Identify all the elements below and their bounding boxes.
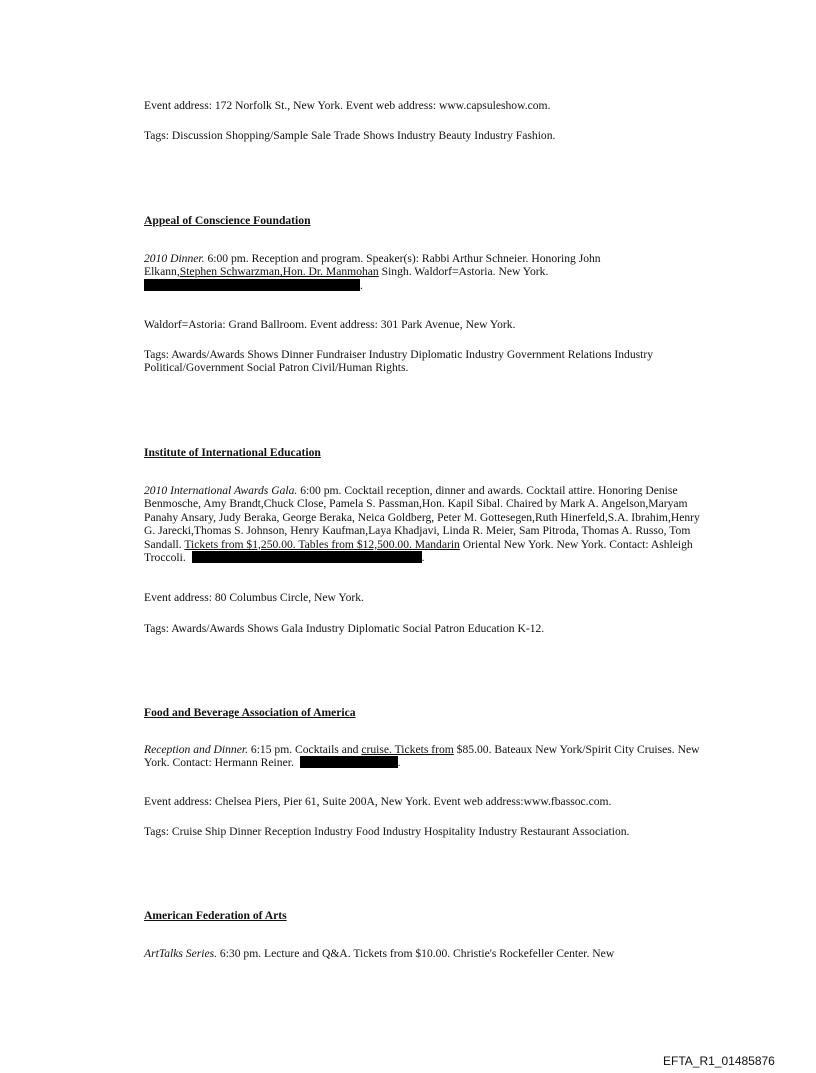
event-title: ArtTalks Series. [144,947,218,960]
event-address: Event address: Chelsea Piers, Pier 61, Suite 200A, New York. Event web address:www.fbassoc.com. [144,795,612,808]
event-description: ArtTalks Series. 6:30 pm. Lecture and Q&A. Tickets from $10.00. Christie's Rockefeller Center. New [144,947,615,960]
redaction-bar [300,756,398,768]
event-description: 2010 International Awards Gala. 6:00 pm. Cocktail reception, dinner and awards. Cocktail attire. Honoring Denise Benmosche, Amy Brandt,Chuck Close, Pamela S. Passman,Hon. Kapil Sibal. Chaired by Mark A. Angelson,Maryam Panahy Ansary, Judy Beraka, George Beraka, Neica Goldberg, Peter M. Gottesegen,Ruth Hinerfeld,S.A. Ibrahim,Henry G. Jarecki,Thomas S. Johnson, Henry Kaufman,Laya Khadjavi, Linda R. Meier, Sam Pitroda, Thomas A. Russo, Tom Sandall. Tickets from $1,250.00. Tables from $12,500.00. Mandarin Oriental New York. New York. Contact: Ashleigh Troccoli. . [144,484,700,565]
event-address: Event address: 172 Norfolk St., New York. Event web address: www.capsuleshow.com. [144,99,551,112]
event-tags: Tags: Awards/Awards Shows Gala Industry Diplomatic Social Patron Education K-12. [144,622,545,635]
event-tags: Tags: Awards/Awards Shows Dinner Fundraiser Industry Diplomatic Industry Government Relations Industry Political/Government Social Patron Civil/Human Rights. [144,348,654,375]
org-heading: Institute of International Education [144,446,321,459]
org-heading: Food and Beverage Association of America [144,706,356,719]
event-description: Reception and Dinner. 6:15 pm. Cocktails and cruise. Tickets from $85.00. Bateaux New York/Spirit City Cruises. New York. Contact: Hermann Reiner. . [144,743,700,770]
event-tags: Tags: Cruise Ship Dinner Reception Industry Food Industry Hospitality Industry Restaurant Association. [144,825,630,838]
event-description: 2010 Dinner. 6:00 pm. Reception and program. Speaker(s): Rabbi Arthur Schneier. Honoring John Elkann,Stephen Schwarzman,Hon. Dr. Manmohan Singh. Waldorf=Astoria. New York. . [144,252,601,292]
org-heading: American Federation of Arts [144,909,287,922]
event-title: Reception and Dinner. [144,743,248,756]
venue-address: Waldorf=Astoria: Grand Ballroom. Event address: 301 Park Avenue, New York. [144,318,516,331]
document-id: EFTA_R1_01485876 [663,1054,775,1068]
event-tags: Tags: Discussion Shopping/Sample Sale Trade Shows Industry Beauty Industry Fashion. [144,129,556,142]
event-title: 2010 International Awards Gala. [144,484,298,497]
event-address: Event address: 80 Columbus Circle, New York. [144,591,364,604]
event-title: 2010 Dinner. [144,252,205,265]
redaction-bar [192,551,422,563]
org-heading: Appeal of Conscience Foundation [144,214,311,227]
redaction-bar [144,279,360,291]
